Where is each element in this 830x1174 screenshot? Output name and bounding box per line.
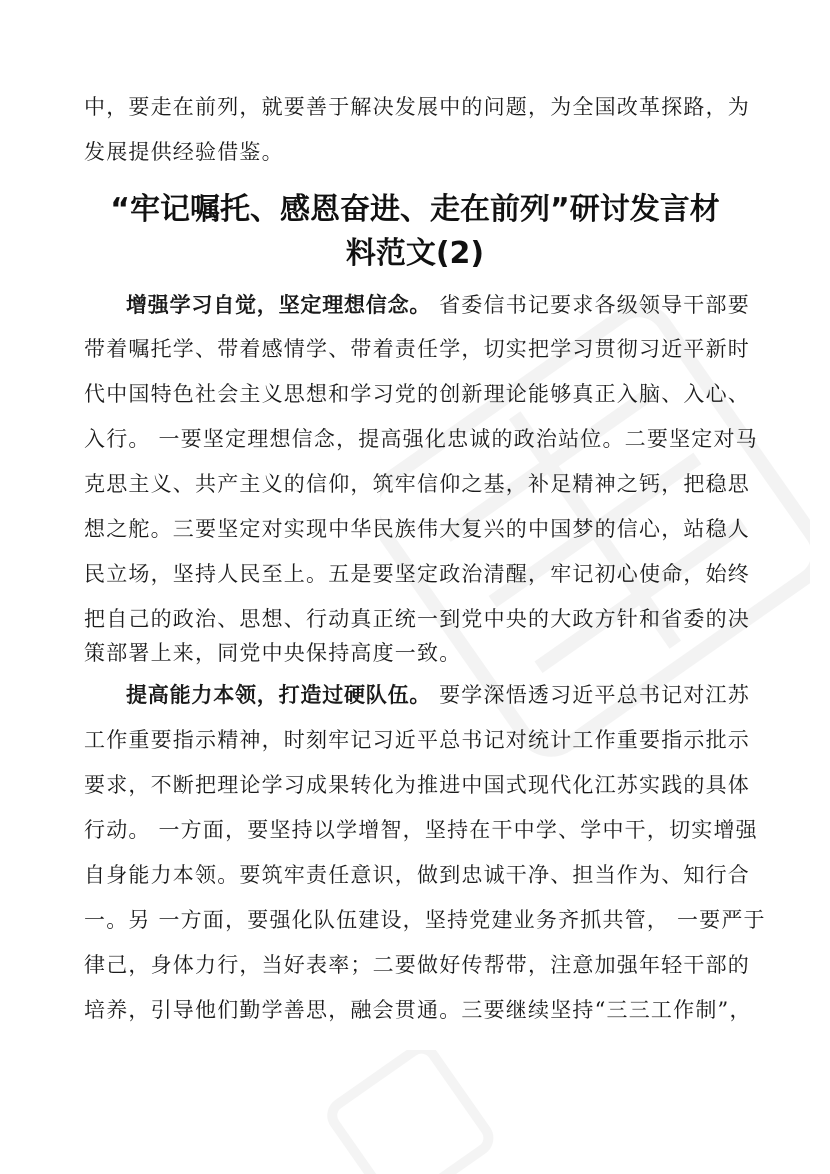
section2-heading: 提高能力本领，打造过硬队伍。 bbox=[126, 683, 432, 707]
section1-line: 把自己的政治、思想、行动真正统一到党中央的大政方针和省委的决 bbox=[84, 607, 750, 631]
section1-first-line-text: 省委信书记要求各级领导干部要 bbox=[439, 293, 750, 317]
section2-line: 培养，引导他们勤学善思，融会贯通。三要继续坚持“三三工作制”， bbox=[84, 998, 752, 1022]
watermark-logo-bottom bbox=[300, 1050, 500, 1174]
section2-line: 要求，不断把理论学习成果转化为推进中国式现代化江苏实践的具体 bbox=[84, 773, 750, 797]
section1-first-line bbox=[126, 290, 754, 320]
title-line-1: “牢记嘱托、感恩奋进、走在前列”研讨发言材 bbox=[110, 192, 720, 227]
section1-line: 代中国特色社会主义思想和学习党的创新理论能够真正入脑、入心、 bbox=[84, 382, 750, 406]
intro-line-1: 中，要走在前列，就要善于解决发展中的问题，为全国改革探路，为 bbox=[84, 95, 750, 119]
section2-line: 行动。 一方面，要坚持以学增智，坚持在干中学、学中干，切实增强 bbox=[84, 818, 758, 842]
title-line-2: 料范文(2) bbox=[345, 236, 485, 271]
section2-line: 自身能力本领。要筑牢责任意识，做到忠诚干净、担当作为、知行合 bbox=[84, 863, 750, 887]
section2-line: 一。另 一方面，要强化队伍建设，坚持党建业务齐抓共管， 一要严于 bbox=[84, 908, 766, 932]
section2-first-line bbox=[126, 680, 754, 710]
section1-line: 民立场，坚持人民至上。五是要坚定政治清醒，牢记初心使命，始终 bbox=[84, 562, 750, 586]
section2-line: 工作重要指示精神，时刻牢记习近平总书记对统计工作重要指示批示 bbox=[84, 728, 750, 752]
section1-line: 带着嘱托学、带着感情学、带着责任学，切实把学习贯彻习近平新时 bbox=[84, 337, 750, 361]
intro-line-2: 发展提供经验借鉴。 bbox=[84, 140, 284, 164]
section1-line: 策部署上来，同党中央保持高度一致。 bbox=[84, 641, 462, 665]
section1-line: 克思主义、共产主义的信仰，筑牢信仰之基，补足精神之钙，把稳思 bbox=[84, 472, 750, 496]
section2-first-line-text: 要学深悟透习近平总书记对江苏 bbox=[439, 683, 750, 707]
section1-line: 想之舵。三要坚定对实现中华民族伟大复兴的中国梦的信心，站稳人 bbox=[84, 517, 750, 541]
section1-heading: 增强学习自觉，坚定理想信念。 bbox=[126, 293, 432, 317]
section2-line: 律己，身体力行，当好表率；二要做好传帮带，注意加强年轻干部的 bbox=[84, 953, 750, 977]
section1-line: 入行。 一要坚定理想信念，提高强化忠诚的政治站位。二要坚定对马 bbox=[84, 427, 758, 451]
